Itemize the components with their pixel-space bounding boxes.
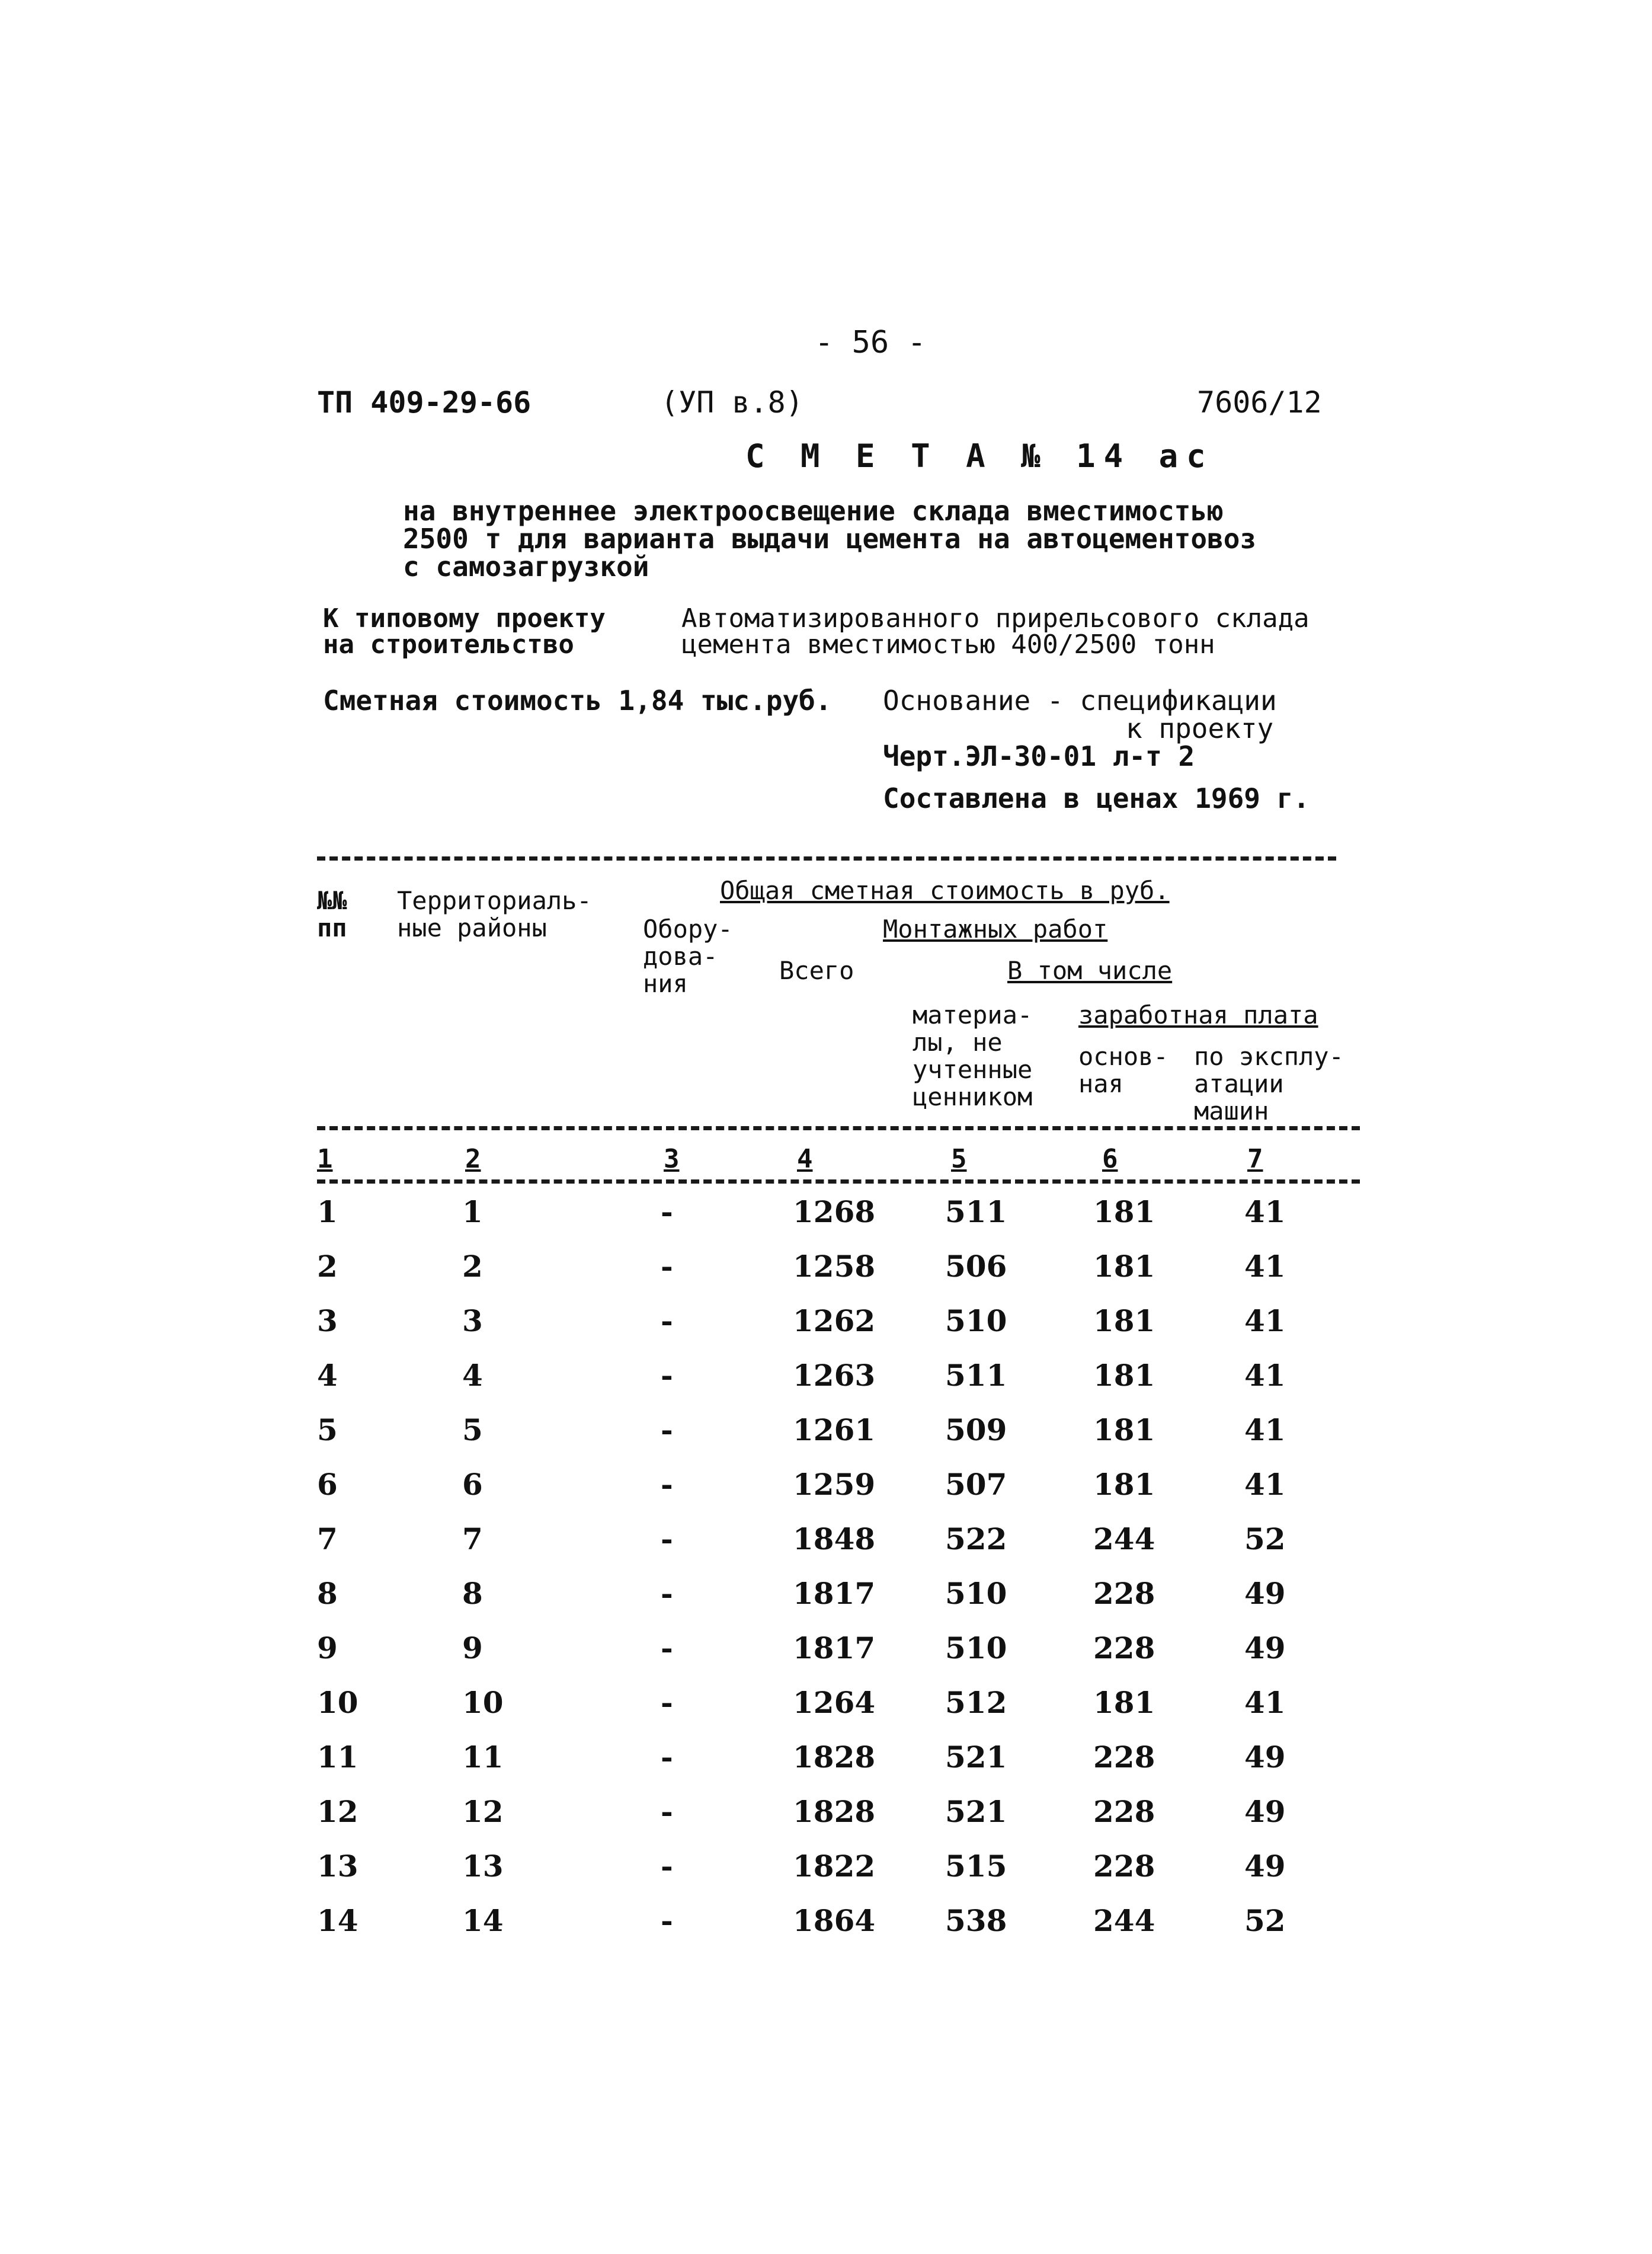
column-number: 1 bbox=[317, 1144, 333, 1174]
column-number: 3 bbox=[664, 1144, 680, 1174]
cell-equipment: - bbox=[661, 1249, 673, 1284]
column-number: 4 bbox=[797, 1144, 813, 1174]
price-year: Составлена в ценах 1969 г. bbox=[883, 782, 1310, 814]
cell-machine-wage: 49 bbox=[1244, 1794, 1286, 1829]
cell-materials: 510 bbox=[945, 1630, 1007, 1665]
cell-district: 12 bbox=[462, 1794, 504, 1829]
cell-materials: 506 bbox=[945, 1249, 1007, 1284]
cell-total: 1262 bbox=[793, 1303, 876, 1338]
cell-equipment: - bbox=[661, 1685, 673, 1720]
column-number-rule bbox=[317, 1179, 1360, 1184]
cell-basic-wage: 228 bbox=[1093, 1849, 1155, 1884]
cell-number: 14 bbox=[317, 1903, 358, 1938]
cell-district: 1 bbox=[462, 1194, 483, 1229]
cell-basic-wage: 228 bbox=[1093, 1794, 1155, 1829]
document-reference: 7606/12 bbox=[1197, 385, 1322, 420]
document-part: (УП в.8) bbox=[661, 385, 803, 420]
cell-number: 11 bbox=[317, 1740, 358, 1775]
cell-machine-wage: 41 bbox=[1244, 1249, 1286, 1284]
cell-total: 1848 bbox=[793, 1521, 876, 1556]
cell-number: 8 bbox=[317, 1576, 338, 1611]
project-reference-text: цемента вместимостью 400/2500 тонн bbox=[681, 629, 1215, 660]
cell-machine-wage: 49 bbox=[1244, 1740, 1286, 1775]
project-reference-label: К типовому проекту bbox=[323, 603, 606, 634]
group-header-wages: заработная плата bbox=[1078, 1000, 1318, 1030]
cell-total: 1259 bbox=[793, 1467, 876, 1502]
cell-machine-wage: 41 bbox=[1244, 1467, 1286, 1502]
estimated-cost: Сметная стоимость 1,84 тыс.руб. bbox=[323, 685, 832, 717]
basis-line: Черт.ЭЛ-30-01 л-т 2 bbox=[883, 740, 1195, 772]
cell-materials: 515 bbox=[945, 1849, 1007, 1884]
column-number: 7 bbox=[1247, 1144, 1263, 1174]
cell-number: 1 bbox=[317, 1194, 338, 1229]
header-bottom-rule bbox=[317, 1126, 1360, 1130]
cell-total: 1828 bbox=[793, 1740, 876, 1775]
cell-materials: 510 bbox=[945, 1576, 1007, 1611]
cell-equipment: - bbox=[661, 1358, 673, 1393]
cell-basic-wage: 228 bbox=[1093, 1630, 1155, 1665]
cell-number: 5 bbox=[317, 1412, 338, 1447]
project-reference-text: Автоматизированного прирельсового склада bbox=[681, 603, 1310, 634]
column-header-number: №№ пп bbox=[317, 886, 347, 942]
cell-materials: 510 bbox=[945, 1303, 1007, 1338]
cell-district: 7 bbox=[462, 1521, 483, 1556]
cell-equipment: - bbox=[661, 1849, 673, 1884]
basis-line: к проекту bbox=[1126, 712, 1274, 744]
table-top-rule bbox=[317, 856, 1336, 861]
cell-machine-wage: 41 bbox=[1244, 1194, 1286, 1229]
description-line: с самозагрузкой bbox=[403, 551, 649, 583]
column-header-equipment: Обору- дова- ния bbox=[643, 915, 733, 998]
basis-line: Основание - спецификации bbox=[883, 685, 1277, 717]
cell-number: 10 bbox=[317, 1685, 358, 1720]
cell-basic-wage: 228 bbox=[1093, 1740, 1155, 1775]
cell-equipment: - bbox=[661, 1794, 673, 1829]
cell-equipment: - bbox=[661, 1521, 673, 1556]
cell-machine-wage: 41 bbox=[1244, 1303, 1286, 1338]
cell-machine-wage: 52 bbox=[1244, 1903, 1286, 1938]
group-header-including: В том числе bbox=[1007, 956, 1173, 985]
cell-basic-wage: 181 bbox=[1093, 1467, 1155, 1502]
cell-number: 9 bbox=[317, 1630, 338, 1665]
cell-basic-wage: 181 bbox=[1093, 1303, 1155, 1338]
cell-machine-wage: 41 bbox=[1244, 1412, 1286, 1447]
cell-machine-wage: 49 bbox=[1244, 1630, 1286, 1665]
document-code: ТП 409-29-66 bbox=[317, 385, 532, 420]
column-header-materials: материа- лы, не учтенные ценником bbox=[913, 1000, 1033, 1111]
column-number: 5 bbox=[951, 1144, 967, 1174]
cell-district: 14 bbox=[462, 1903, 504, 1938]
cell-number: 4 bbox=[317, 1358, 338, 1393]
cell-equipment: - bbox=[661, 1630, 673, 1665]
project-reference-label: на строительство bbox=[323, 629, 574, 660]
column-header-basic-wage: основ- ная bbox=[1078, 1042, 1168, 1098]
cell-district: 9 bbox=[462, 1630, 483, 1665]
group-header-mounting: Монтажных работ bbox=[883, 915, 1108, 944]
cell-number: 12 bbox=[317, 1794, 358, 1829]
cell-total: 1261 bbox=[793, 1412, 876, 1447]
cell-district: 10 bbox=[462, 1685, 504, 1720]
page-number: - 56 - bbox=[815, 325, 926, 360]
column-header-districts: Территориаль- ные районы bbox=[397, 886, 592, 942]
cell-total: 1822 bbox=[793, 1849, 876, 1884]
cell-materials: 507 bbox=[945, 1467, 1007, 1502]
cell-equipment: - bbox=[661, 1576, 673, 1611]
estimate-title: С М Е Т А № 14 ас bbox=[745, 437, 1214, 475]
cell-district: 13 bbox=[462, 1849, 504, 1884]
cell-total: 1264 bbox=[793, 1685, 876, 1720]
cell-basic-wage: 181 bbox=[1093, 1358, 1155, 1393]
cell-total: 1828 bbox=[793, 1794, 876, 1829]
description-line: на внутреннее электроосвещение склада вместимостью bbox=[403, 495, 1224, 527]
cell-total: 1817 bbox=[793, 1576, 876, 1611]
cell-materials: 538 bbox=[945, 1903, 1007, 1938]
cell-basic-wage: 181 bbox=[1093, 1249, 1155, 1284]
cell-number: 3 bbox=[317, 1303, 338, 1338]
cell-materials: 509 bbox=[945, 1412, 1007, 1447]
cell-equipment: - bbox=[661, 1303, 673, 1338]
cell-number: 2 bbox=[317, 1249, 338, 1284]
cell-number: 7 bbox=[317, 1521, 338, 1556]
column-header-machine-wage: по эксплу- атации машин bbox=[1194, 1042, 1344, 1126]
cell-machine-wage: 41 bbox=[1244, 1358, 1286, 1393]
cell-equipment: - bbox=[661, 1412, 673, 1447]
cell-number: 6 bbox=[317, 1467, 338, 1502]
cell-total: 1263 bbox=[793, 1358, 876, 1393]
group-header-total-cost: Общая сметная стоимость в руб. bbox=[720, 876, 1170, 905]
cell-materials: 512 bbox=[945, 1685, 1007, 1720]
cell-basic-wage: 181 bbox=[1093, 1412, 1155, 1447]
column-number: 6 bbox=[1102, 1144, 1118, 1174]
description-line: 2500 т для варианта выдачи цемента на автоцементовоз bbox=[403, 523, 1257, 555]
cell-basic-wage: 244 bbox=[1093, 1521, 1155, 1556]
cell-basic-wage: 228 bbox=[1093, 1576, 1155, 1611]
cell-district: 3 bbox=[462, 1303, 483, 1338]
cell-materials: 521 bbox=[945, 1740, 1007, 1775]
cell-total: 1864 bbox=[793, 1903, 876, 1938]
cell-machine-wage: 52 bbox=[1244, 1521, 1286, 1556]
cell-district: 11 bbox=[462, 1740, 504, 1775]
cell-basic-wage: 244 bbox=[1093, 1903, 1155, 1938]
cell-total: 1268 bbox=[793, 1194, 876, 1229]
cell-district: 5 bbox=[462, 1412, 483, 1447]
cell-materials: 521 bbox=[945, 1794, 1007, 1829]
cell-machine-wage: 49 bbox=[1244, 1576, 1286, 1611]
cell-materials: 511 bbox=[945, 1194, 1007, 1229]
cell-total: 1258 bbox=[793, 1249, 876, 1284]
cell-district: 2 bbox=[462, 1249, 483, 1284]
column-header-total: Всего bbox=[779, 956, 854, 985]
cell-equipment: - bbox=[661, 1903, 673, 1938]
cell-basic-wage: 181 bbox=[1093, 1194, 1155, 1229]
cell-equipment: - bbox=[661, 1194, 673, 1229]
cell-district: 6 bbox=[462, 1467, 483, 1502]
column-number: 2 bbox=[465, 1144, 481, 1174]
cell-district: 4 bbox=[462, 1358, 483, 1393]
cell-total: 1817 bbox=[793, 1630, 876, 1665]
cell-number: 13 bbox=[317, 1849, 358, 1884]
cell-materials: 511 bbox=[945, 1358, 1007, 1393]
cell-district: 8 bbox=[462, 1576, 483, 1611]
cell-machine-wage: 41 bbox=[1244, 1685, 1286, 1720]
cell-materials: 522 bbox=[945, 1521, 1007, 1556]
cell-equipment: - bbox=[661, 1467, 673, 1502]
cell-basic-wage: 181 bbox=[1093, 1685, 1155, 1720]
cell-machine-wage: 49 bbox=[1244, 1849, 1286, 1884]
cell-equipment: - bbox=[661, 1740, 673, 1775]
